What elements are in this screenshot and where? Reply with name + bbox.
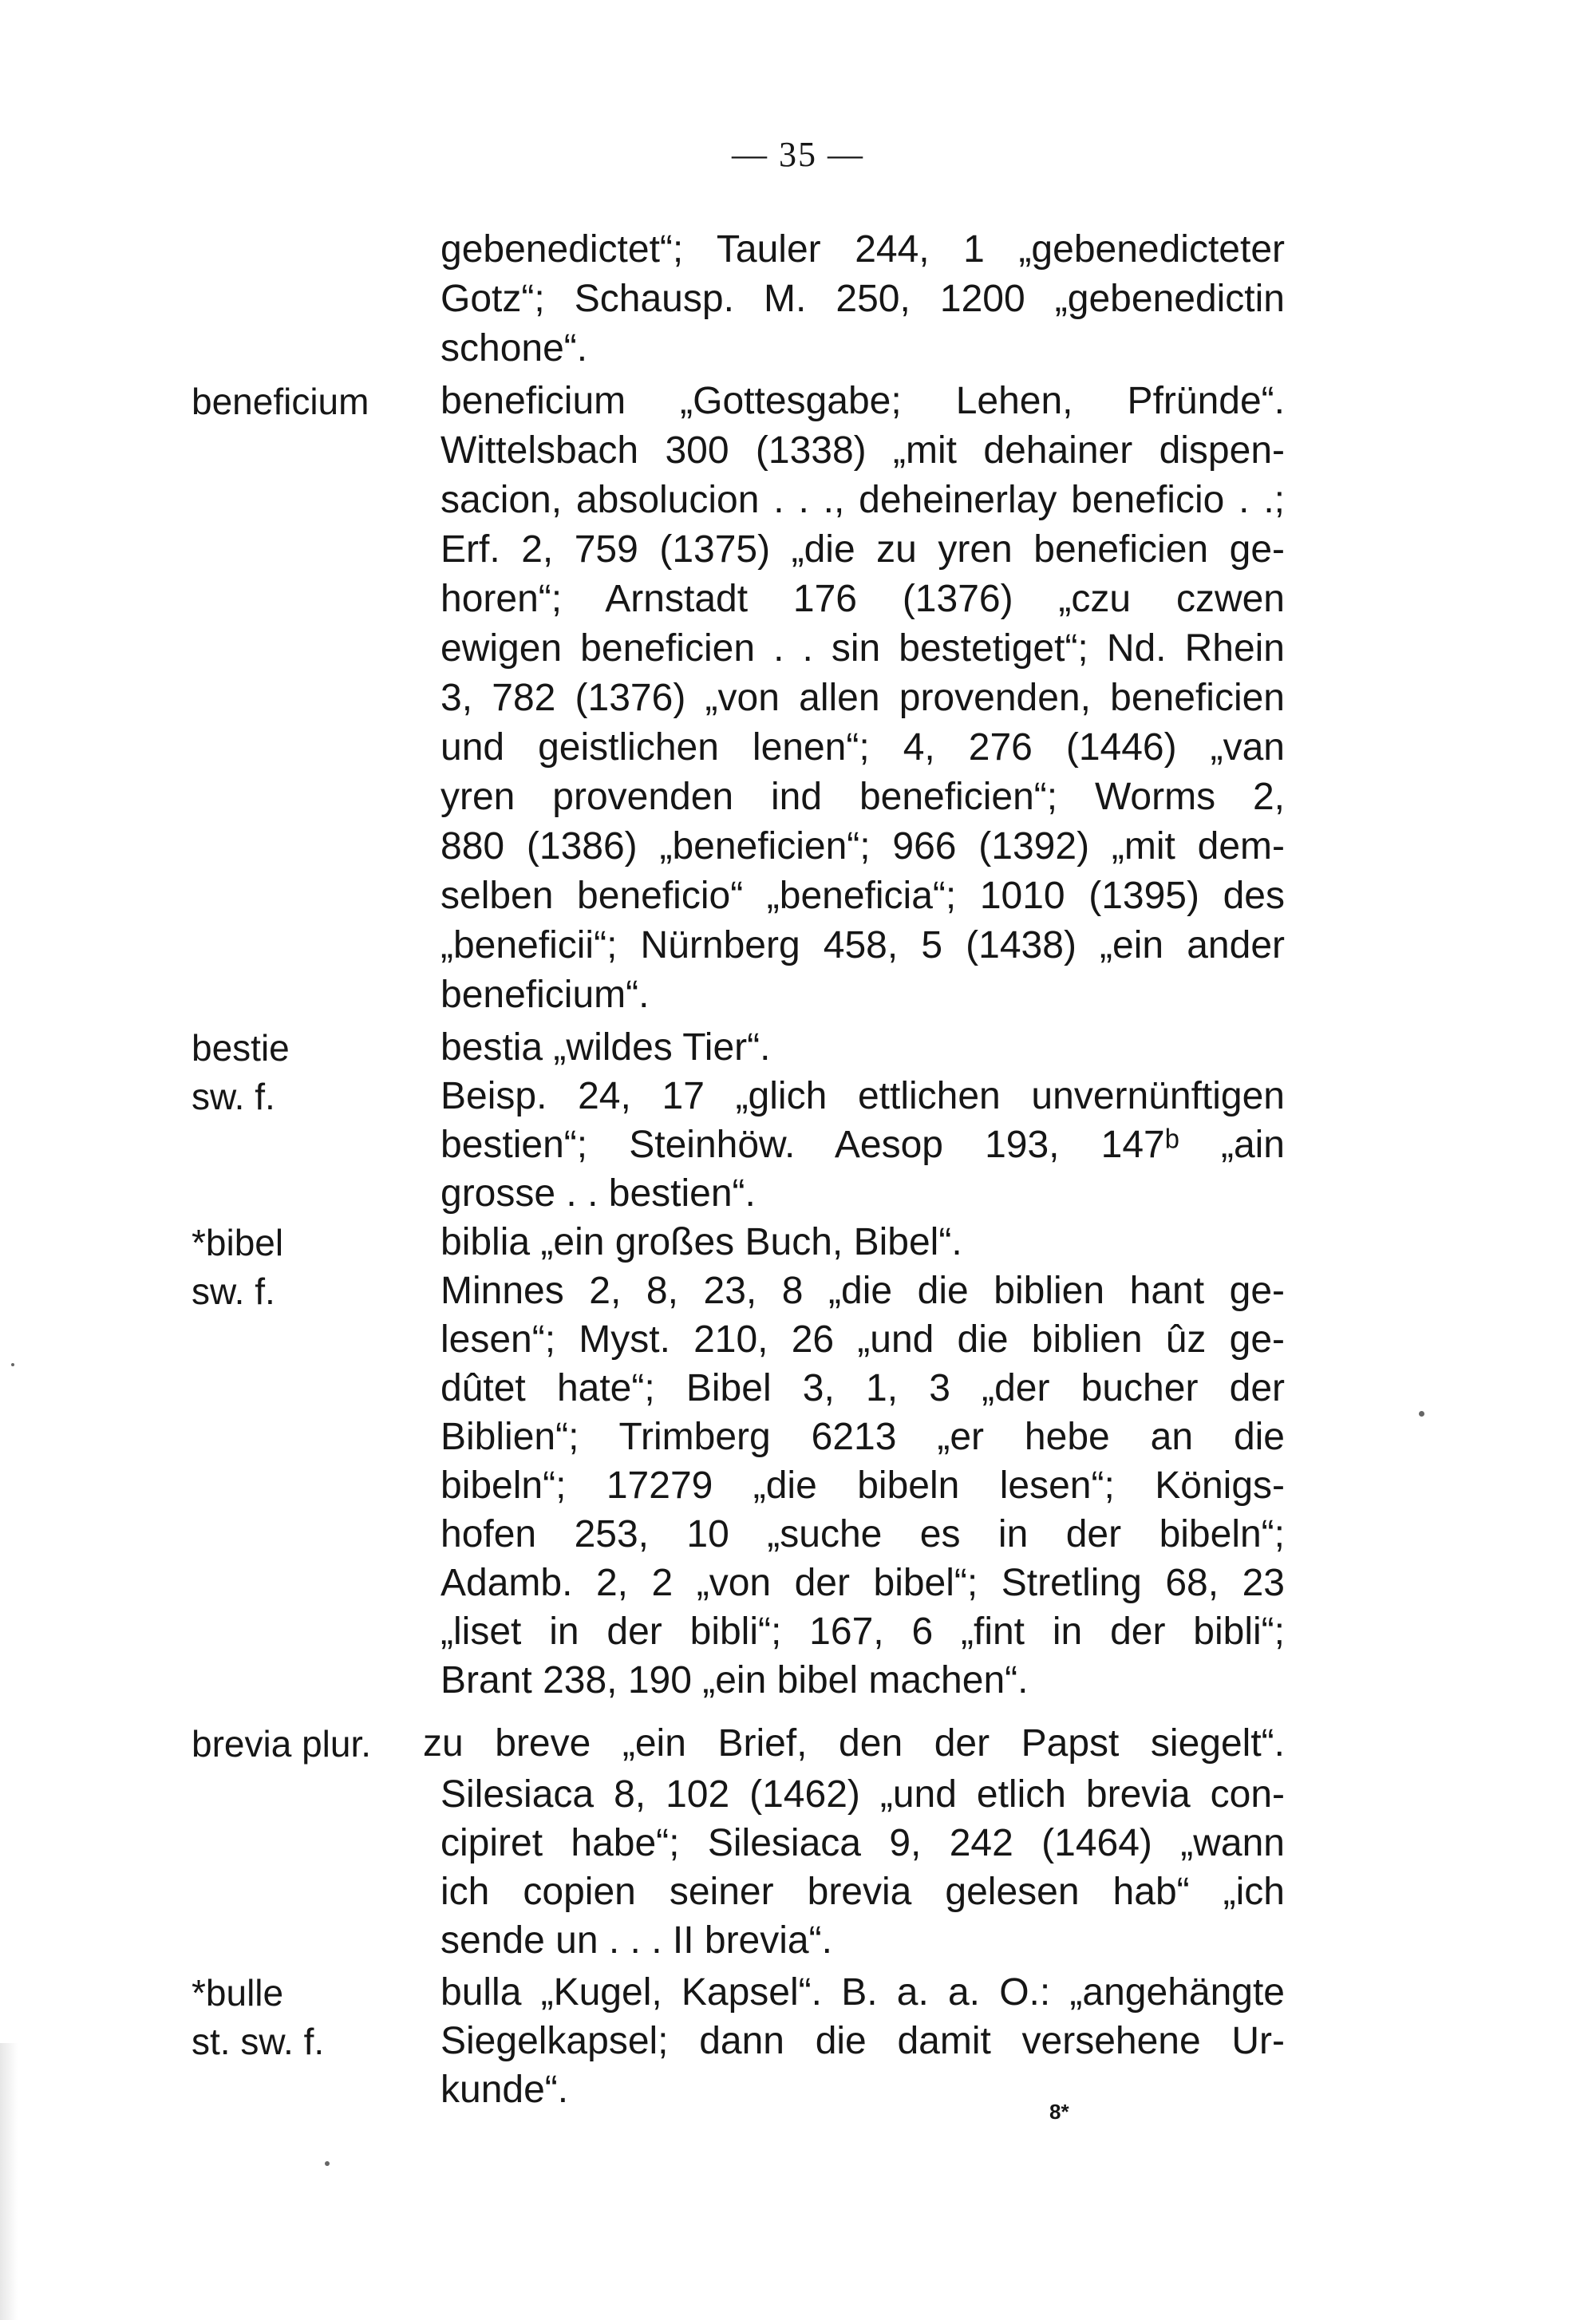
text-line: schone“. xyxy=(440,327,588,370)
text-line: sende un . . . II brevia“. xyxy=(440,1919,832,1962)
scan-edge-shadow xyxy=(0,2043,18,2320)
text-line: bulla „Kugel, Kapsel“. B. a. a. O.: „angehängte xyxy=(440,1971,1285,2014)
text-line: selben beneficio“ „beneficia“; 1010 (1395) des xyxy=(440,875,1285,917)
text-line: beneficium „Gottesgabe; Lehen, Pfründe“. xyxy=(440,380,1285,422)
scan-speck xyxy=(1419,1411,1424,1417)
scan-speck xyxy=(325,2161,330,2166)
text-line: ich copien seiner brevia gelesen hab“ „ich xyxy=(440,1871,1285,1913)
text-line: Brant 238, 190 „ein bibel machen“. xyxy=(440,1659,1029,1701)
text-line: 3, 782 (1376) „von allen provenden, beneficien xyxy=(440,677,1285,719)
lemma-bibel: *bibel xyxy=(192,1222,284,1263)
text-line: und geistlichen lenen“; 4, 276 (1446) „van xyxy=(440,726,1285,769)
printer-signature-mark: 8* xyxy=(1049,2100,1069,2124)
lemma-bulle-grammar: st. sw. f. xyxy=(192,2021,325,2062)
scan-speck xyxy=(11,1363,14,1366)
page-number: — 35 — xyxy=(732,135,864,174)
text-line: Beisp. 24, 17 „glich ettlichen unvernünftigen xyxy=(440,1075,1285,1117)
lemma-bestie-grammar: sw. f. xyxy=(192,1076,275,1117)
text-line: bibeln“; 17279 „die bibeln lesen“; Königs- xyxy=(440,1464,1285,1507)
text-line: Minnes 2, 8, 23, 8 „die die biblien hant ge- xyxy=(440,1270,1285,1312)
text-line: zu breve „ein Brief, den der Papst siegelt“. xyxy=(423,1722,1285,1765)
text-line: „liset in der bibli“; 167, 6 „fint in der bibli“; xyxy=(440,1611,1285,1653)
lemma-bestie: bestie xyxy=(192,1027,290,1069)
text-line: 880 (1386) „beneficien“; 966 (1392) „mit dem- xyxy=(440,825,1285,868)
text-line: bestia „wildes Tier“. xyxy=(440,1026,771,1069)
text-line: ewigen beneficien . . sin bestetiget“; Nd. Rhein xyxy=(440,627,1285,670)
text-line: Siegelkapsel; dann die damit versehene Ur- xyxy=(440,2020,1285,2062)
text-line: horen“; Arnstadt 176 (1376) „czu czwen xyxy=(440,578,1285,620)
text-line: biblia „ein großes Buch, Bibel“. xyxy=(440,1221,962,1263)
text-line: gebenedictet“; Tauler 244, 1 „gebenedicteter xyxy=(440,228,1285,271)
lemma-bibel-grammar: sw. f. xyxy=(192,1271,275,1312)
text-line: hofen 253, 10 „suche es in der bibeln“; xyxy=(440,1513,1285,1555)
text-line: dûtet hate“; Bibel 3, 1, 3 „der bucher der xyxy=(440,1367,1285,1409)
text-line: sacion, absolucion . . ., deheinerlay beneficio . .; xyxy=(440,479,1285,521)
text-line: yren provenden ind beneficien“; Worms 2, xyxy=(440,776,1285,818)
text-line: Adamb. 2, 2 „von der bibel“; Stretling 68, 23 xyxy=(440,1562,1285,1604)
text-line: Gotz“; Schausp. M. 250, 1200 „gebenedictin xyxy=(440,278,1285,320)
text-line: Silesiaca 8, 102 (1462) „und etlich brevia con- xyxy=(440,1773,1285,1816)
text-line: „beneficii“; Nürnberg 458, 5 (1438) „ein ander xyxy=(440,924,1285,966)
text-line: lesen“; Myst. 210, 26 „und die biblien ûz ge- xyxy=(440,1318,1285,1361)
text-line: Wittelsbach 300 (1338) „mit dehainer dispen- xyxy=(440,429,1285,472)
text-line: cipiret habe“; Silesiaca 9, 242 (1464) „wann xyxy=(440,1822,1285,1864)
lemma-bulle: *bulle xyxy=(192,1972,284,2014)
text-line: grosse . . bestien“. xyxy=(440,1172,756,1215)
text-line: Biblien“; Trimberg 6213 „er hebe an die xyxy=(440,1416,1285,1458)
lemma-beneficium: beneficium xyxy=(192,381,369,422)
text-line: kunde“. xyxy=(440,2069,569,2111)
text-line: beneficium“. xyxy=(440,974,650,1016)
lemma-brevia: brevia plur. xyxy=(192,1723,372,1765)
text-line: Erf. 2, 759 (1375) „die zu yren beneficien ge- xyxy=(440,528,1285,571)
text-line: bestien“; Steinhöw. Aesop 193, 147ᵇ „ain xyxy=(440,1124,1285,1166)
